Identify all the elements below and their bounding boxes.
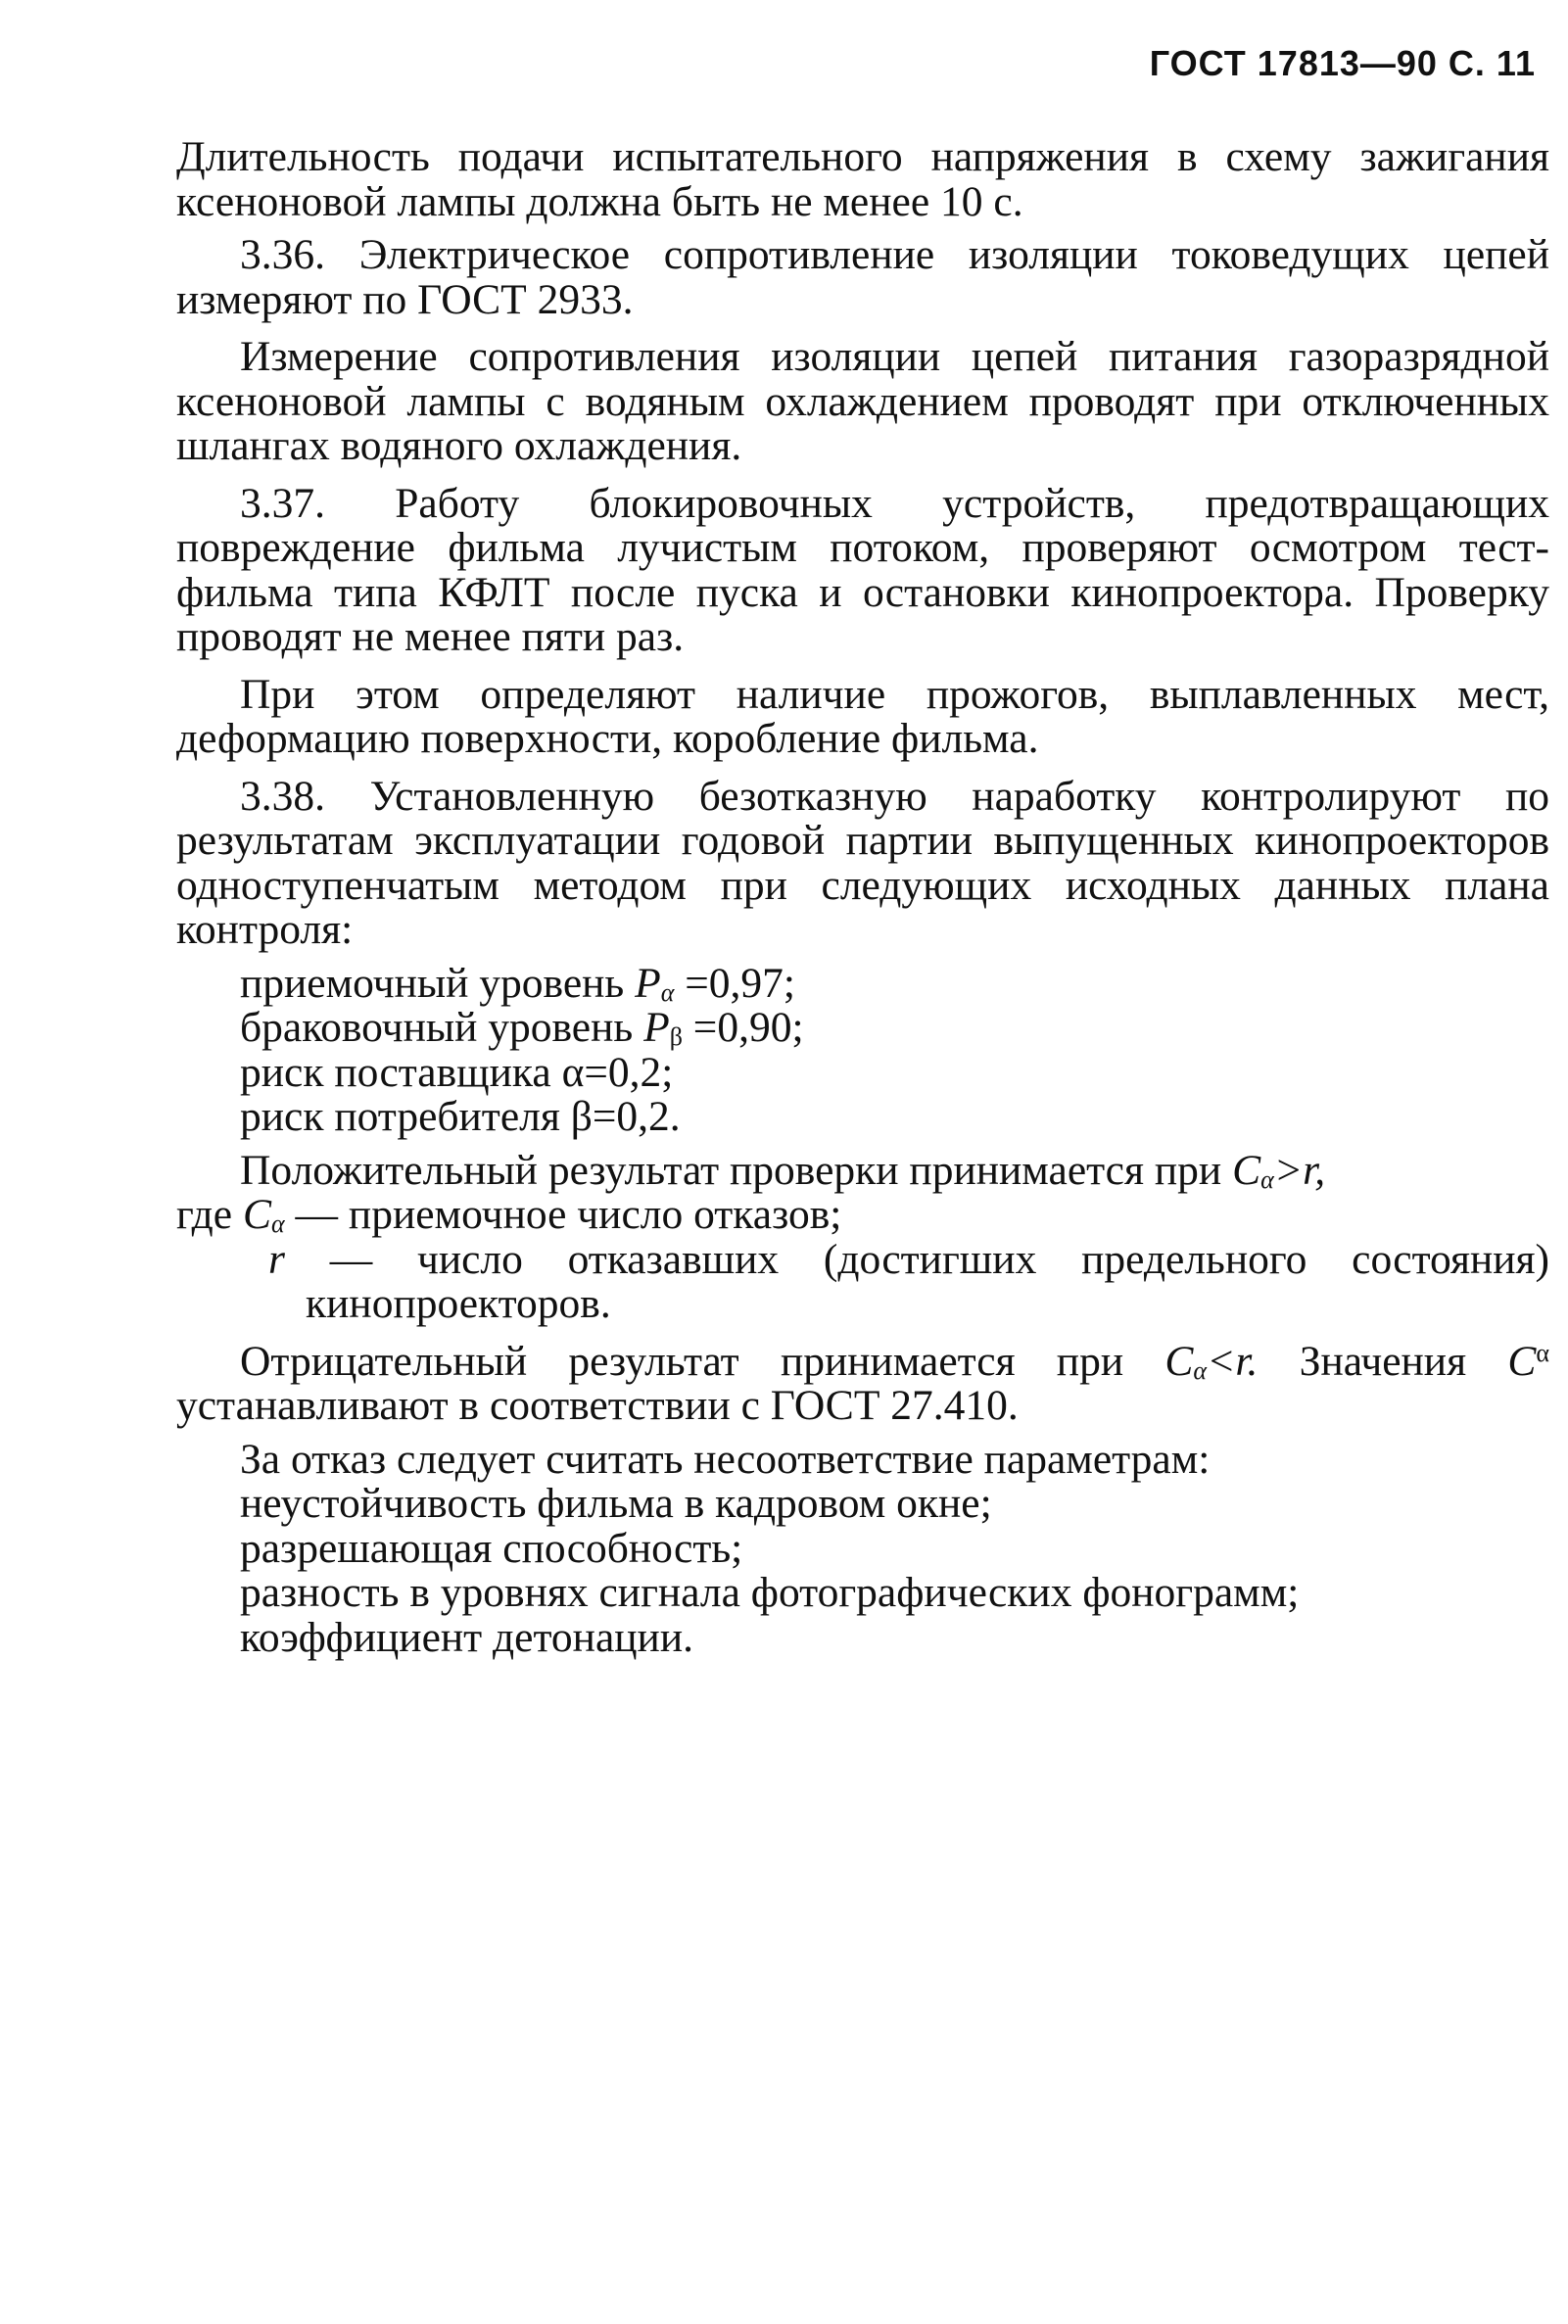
plan-acceptance-level: приемочный уровень $P_\alpha =0,97$; [240, 959, 795, 1007]
failure-criterion: неустойчивость фильма в кадровом окне; [240, 1480, 992, 1527]
failure-criterion: коэффициент детонации. [240, 1613, 693, 1661]
failure-criterion: разность в уровнях сигнала фотографических фонограмм; [240, 1569, 1300, 1616]
plan-consumer-risk: риск потребителя β=0,2. [240, 1093, 681, 1140]
paragraph-voltage-duration: Длительность подачи испытательного напряжения в схему зажигания ксеноновой лампы должна быть не менее 10 с. [176, 133, 1549, 225]
plan-supplier-risk: риск поставщика α=0,2; [240, 1048, 674, 1096]
failure-criteria-intro: За отказ следует считать несоответствие параметрам: [240, 1435, 1211, 1483]
running-header: ГОСТ 17813—90 С. 11 [1149, 43, 1536, 83]
paragraph-3-37: 3.37. Работу блокировочных устройств, предотвращающих повреждение фильма лучистым потоком, проверяют осмотром тест-фильма типа КФЛТ после пуска и остановки кинопроектора. Проверку проводят не менее пяти раз. [176, 479, 1549, 660]
paragraph-insulation-measurement: Измерение сопротивления изоляции цепей питания газоразрядной ксеноновой лампы с водяным охлаждением проводят при отключенных шлангах водяного охлаждения. [176, 333, 1549, 469]
positive-result-condition: Положительный результат проверки принимается при $C_\alpha>r$, [240, 1146, 1326, 1194]
r-definition: r — число отказавших (достигших предельного состояния) кинопроекторов. [268, 1235, 1549, 1327]
paragraph-inspection-details: При этом определяют наличие прожогов, выплавленных мест, деформацию поверхности, коробление фильма. [176, 670, 1549, 762]
document-body [176, 135, 1549, 1660]
negative-result-condition: Отрицательный результат принимается при $C_\alpha<r$. Значения $C^\alpha$ устанавливают в соответствии с ГОСТ 27.410. [176, 1337, 1550, 1429]
plan-rejection-level: браковочный уровень $P_\beta =0,90$; [240, 1004, 804, 1051]
failure-criterion: разрешающая способность; [240, 1524, 743, 1572]
where-definition: где $C_\alpha$ — приемочное число отказов; [176, 1191, 842, 1238]
paragraph-3-36: 3.36. Электрическое сопротивление изоляции токоведущих цепей измеряют по ГОСТ 2933. [176, 231, 1549, 323]
paragraph-3-38: 3.38. Установленную безотказную наработку контролируют по результатам эксплуатации годовой партии выпущенных кинопроекторов одноступенчатым методом при следующих исходных данных плана контроля: [176, 772, 1549, 953]
